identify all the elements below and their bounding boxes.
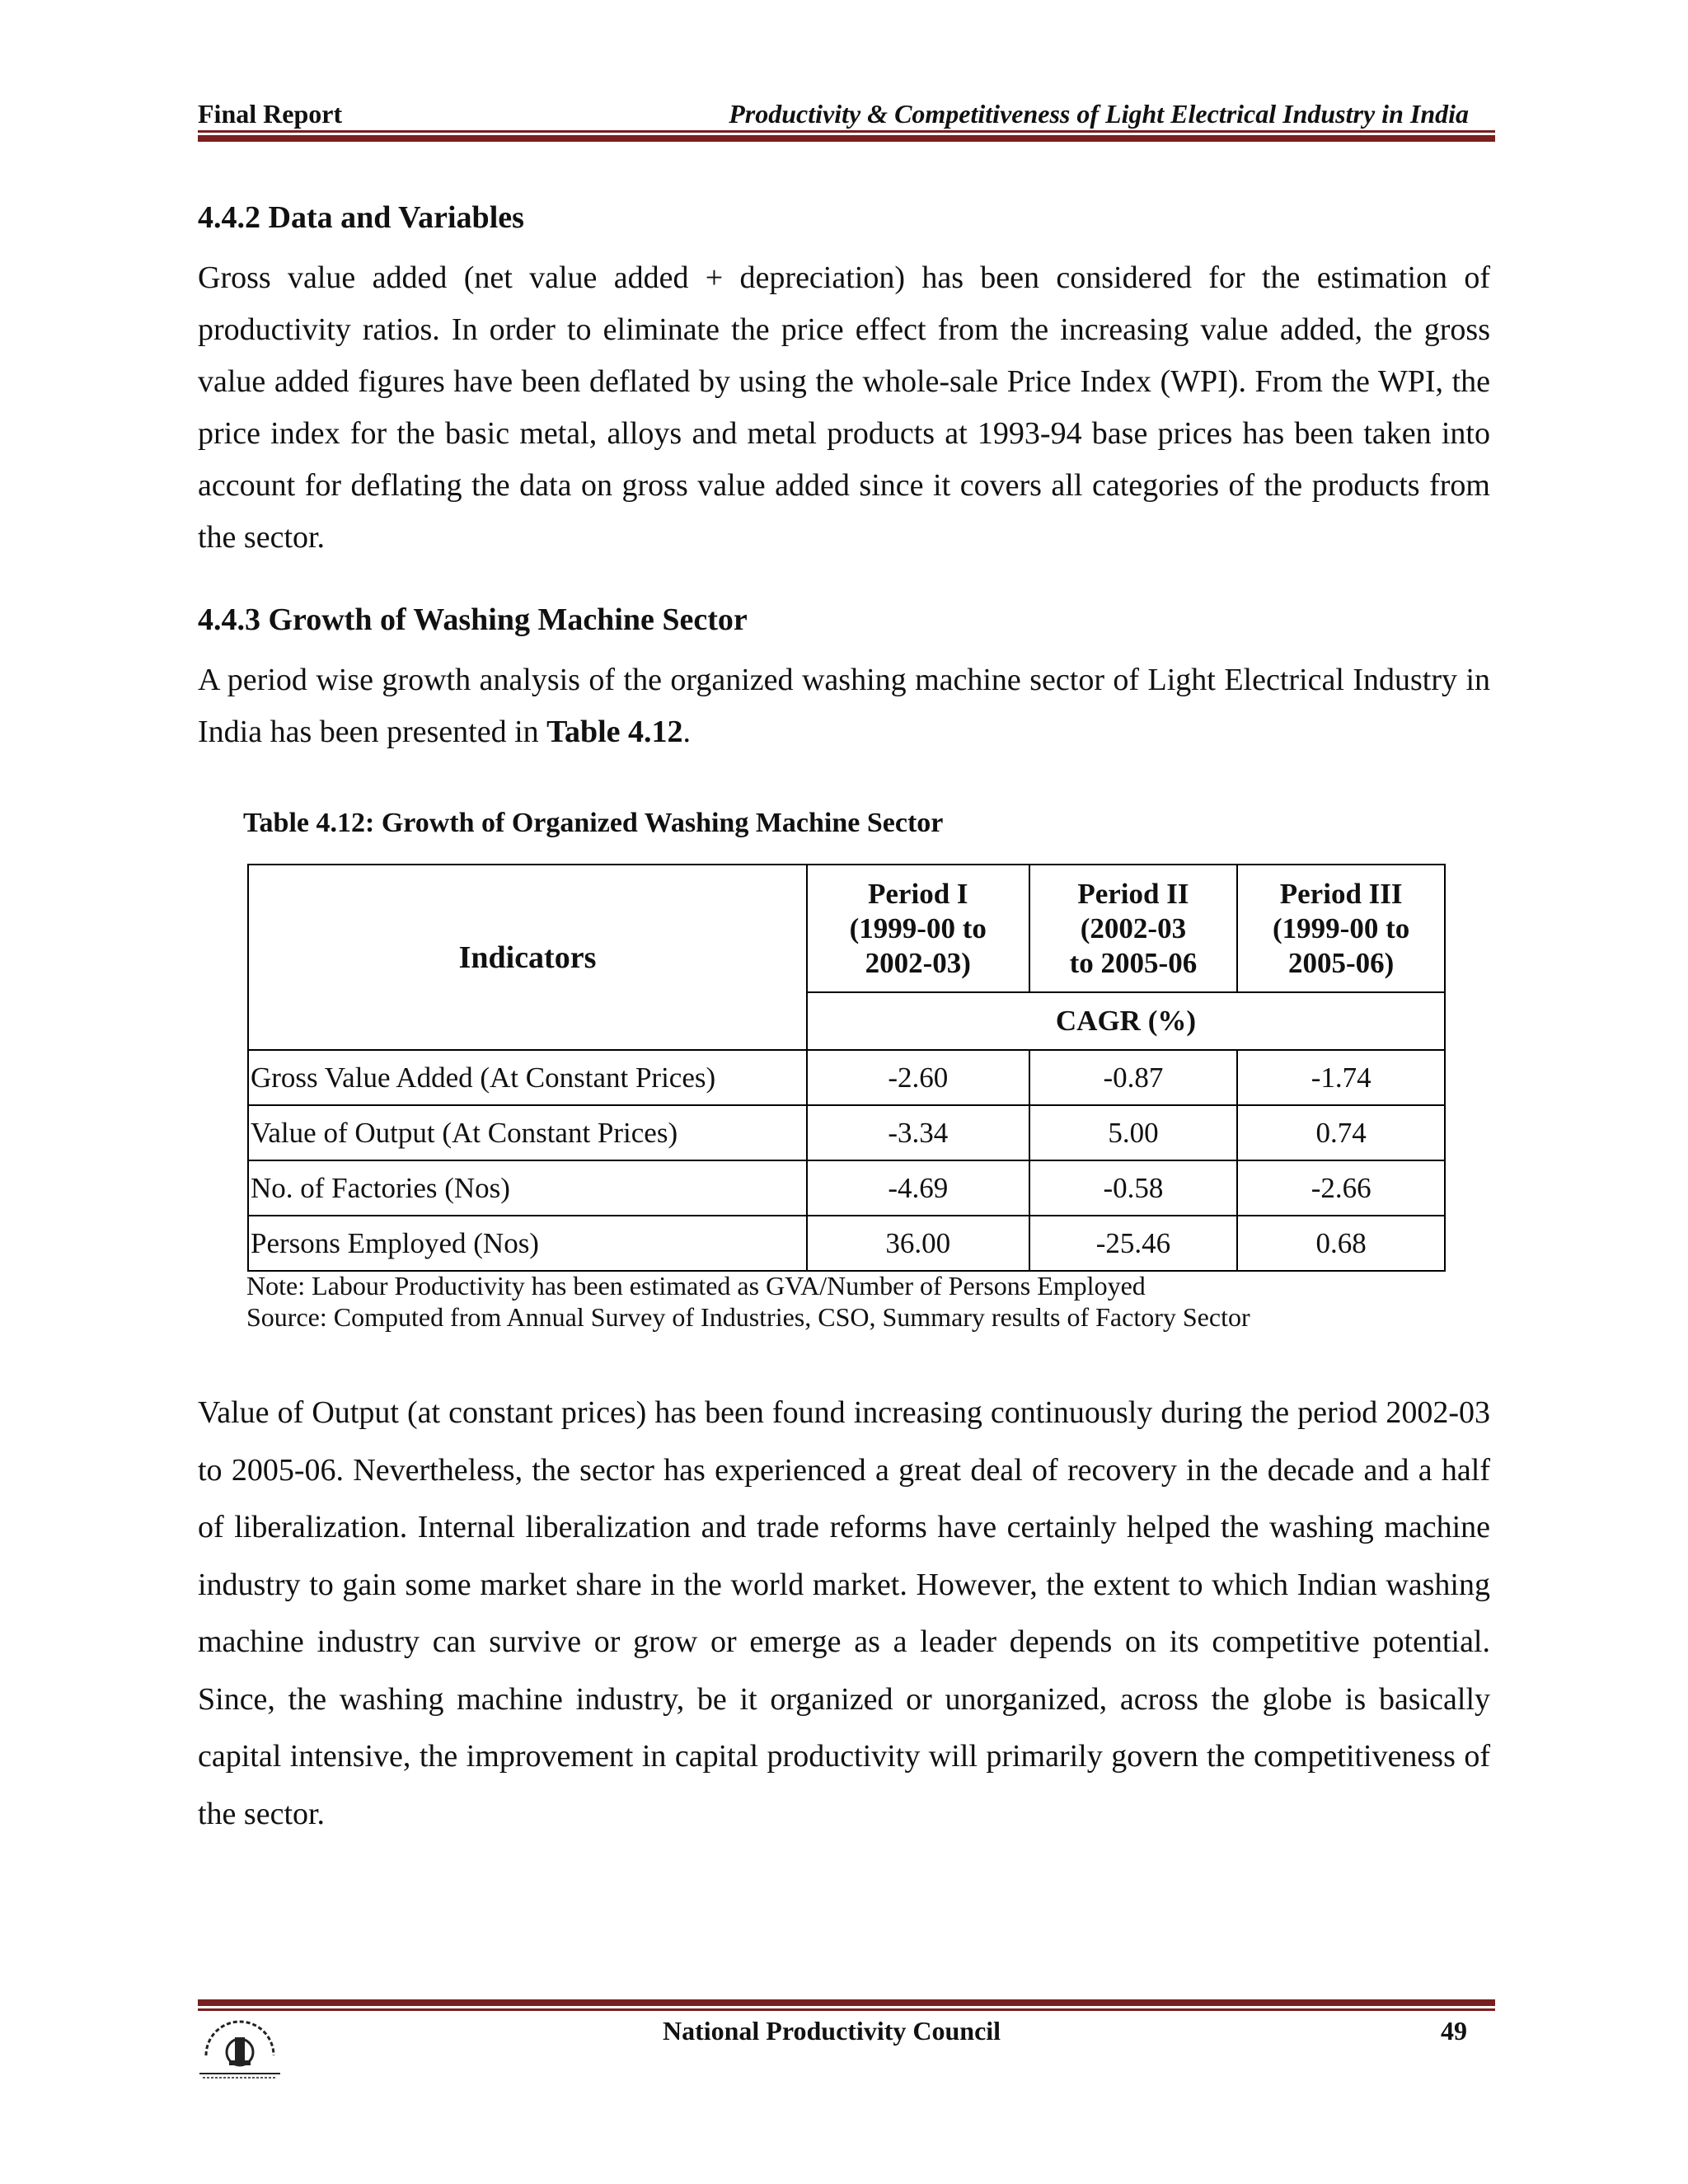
row-label: No. of Factories (Nos) <box>248 1160 807 1216</box>
row-value: -0.58 <box>1029 1160 1238 1216</box>
page-number: 49 <box>1441 2016 1467 2046</box>
row-value: 36.00 <box>807 1216 1029 1271</box>
table-note: Note: Labour Productivity has been estimated as GVA/Number of Persons Employed <box>246 1271 1146 1301</box>
row-value: 5.00 <box>1029 1105 1238 1160</box>
table-row <box>248 1160 1445 1216</box>
period-3-range-start: (1999-00 to <box>1273 912 1410 944</box>
period-1-name: Period I <box>868 877 968 910</box>
paragraph-growth-text: A period wise growth analysis of the organized washing machine sector of Light Electrical Industry in India has been presented in <box>198 663 1490 749</box>
row-value: -0.87 <box>1029 1050 1238 1105</box>
paragraph-growth-end: . <box>682 715 692 749</box>
period-2-range-end: to 2005-06 <box>1069 946 1198 979</box>
table-row <box>248 1050 1445 1105</box>
growth-table <box>247 864 1446 1272</box>
row-value: 0.74 <box>1237 1105 1445 1160</box>
row-label: Gross Value Added (At Constant Prices) <box>248 1050 807 1105</box>
period-1-range-end: 2002-03) <box>865 946 971 979</box>
cagr-header: CAGR (%) <box>807 992 1445 1050</box>
row-value: -4.69 <box>807 1160 1029 1216</box>
header-left-title: Final Report <box>198 99 343 129</box>
period-1-range-start: (1999-00 to <box>849 912 987 944</box>
footer-rule-thin <box>198 2008 1495 2011</box>
section-heading-growth: 4.4.3 Growth of Washing Machine Sector <box>198 602 748 637</box>
row-label: Persons Employed (Nos) <box>248 1216 807 1271</box>
period-3-range-end: 2005-06) <box>1287 946 1395 979</box>
table-source: Source: Computed from Annual Survey of Industries, CSO, Summary results of Factory Sector <box>246 1302 1250 1332</box>
period-2-range-start: (2002-03 <box>1080 912 1187 944</box>
table-header-row <box>248 865 1445 992</box>
row-label: Value of Output (At Constant Prices) <box>248 1105 807 1160</box>
indicators-header: Indicators <box>248 865 807 1050</box>
period-1-header <box>807 865 1029 992</box>
footer-rule-thick <box>198 1999 1495 2006</box>
header-rule-thin <box>198 130 1495 133</box>
table-row <box>248 1216 1445 1271</box>
footer-organization: National Productivity Council <box>662 2016 1001 2046</box>
row-value: -2.66 <box>1237 1160 1445 1216</box>
table-reference: Table 4.12 <box>546 715 683 749</box>
row-value: -25.46 <box>1029 1216 1238 1271</box>
paragraph-data-variables: Gross value added (net value added + depreciation) has been considered for the estimation of productivity ratios. In order to eliminate the price effect from the increasing value added, the gross value added figures have been deflated by using the whole-sale Price Index (WPI). From the WPI, the price index for the basic metal, alloys and metal products at 1993-94 base prices has been taken into account for deflating the data on gross value added since it covers all categories of the products from the sector. <box>198 260 1490 555</box>
period-2-header <box>1029 865 1238 992</box>
row-value: -3.34 <box>807 1105 1029 1160</box>
row-value: -1.74 <box>1237 1050 1445 1105</box>
period-2-name: Period II <box>1077 877 1189 910</box>
header-right-title: Productivity & Competitiveness of Light Electrical Industry in India <box>729 99 1469 129</box>
period-3-header <box>1237 865 1445 992</box>
npc-logo-icon <box>195 2019 285 2089</box>
table-row <box>248 1105 1445 1160</box>
row-value: -2.60 <box>807 1050 1029 1105</box>
period-3-name: Period III <box>1279 877 1403 910</box>
header-rule-thick <box>198 135 1495 142</box>
paragraph-conclusion: Value of Output (at constant prices) has been found increasing continuously during the period 2002-03 to 2005-06. Nevertheless, the sector has experienced a great deal of recovery in the decade and a half of liberalization. Internal liberalization and trade reforms have certainly helped the washing machine industry to gain some market share in the world market. However, the extent to which Indian washing machine industry can survive or grow or emerge as a leader depends on its competitive potential. Since, the washing machine industry, be it organized or unorganized, across the globe is basically capital intensive, the improvement in capital productivity will primarily govern the competitiveness of the sector. <box>198 1395 1490 1831</box>
table-caption: Table 4.12: Growth of Organized Washing Machine Sector <box>243 808 944 838</box>
row-value: 0.68 <box>1237 1216 1445 1271</box>
section-heading-data-variables: 4.4.2 Data and Variables <box>198 200 524 235</box>
paragraph-growth-intro <box>198 654 1490 758</box>
